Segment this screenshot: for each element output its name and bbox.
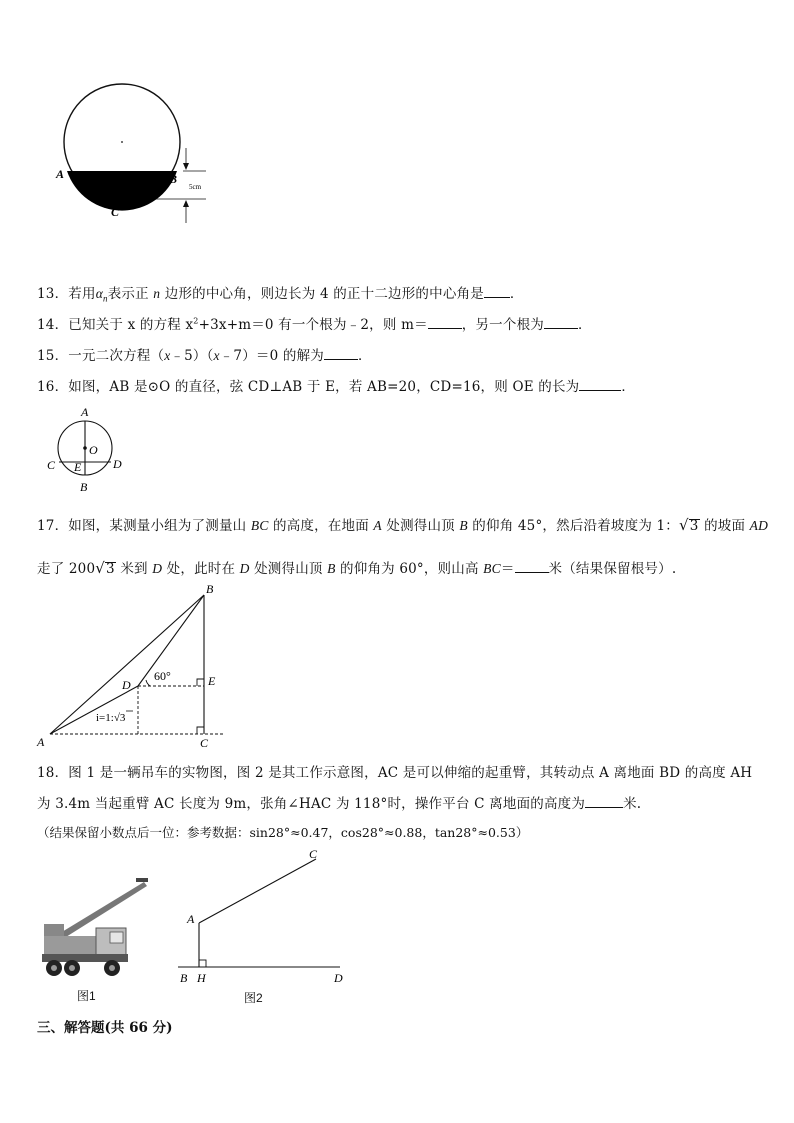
section-title: 三、解答题(共 66 分): [37, 1020, 173, 1036]
answer-blank: [428, 316, 462, 329]
svg-text:B: B: [206, 582, 214, 596]
figure-2-caption: 图2: [244, 991, 263, 1005]
svg-text:C: C: [309, 847, 318, 861]
svg-text:E: E: [208, 674, 216, 688]
circle-segment-figure: [50, 78, 220, 228]
svg-text:C: C: [47, 458, 56, 472]
svg-text:D: D: [113, 457, 122, 471]
label-c: C: [111, 205, 120, 219]
svg-text:D: D: [122, 678, 131, 692]
svg-text:D: D: [334, 971, 343, 985]
svg-text:i=1:√3: i=1:√3: [96, 712, 126, 724]
svg-text:H: H: [197, 971, 206, 985]
answer-blank: [544, 316, 578, 329]
answer-blank: [585, 795, 623, 808]
svg-text:E: E: [74, 460, 82, 474]
answer-blank: [515, 560, 549, 573]
circle-chord-figure: [44, 402, 134, 496]
svg-text:A: A: [187, 912, 195, 926]
answer-blank: [324, 347, 358, 360]
question-18-note: （结果保留小数点后一位：参考数据：sin28°≈0.47，cos28°≈0.88，tan28°≈0.53）: [37, 825, 529, 840]
question-18-line-1: 18．图 1 是一辆吊车的实物图，图 2 是其工作示意图，AC 是可以伸缩的起重臂，其转动点 A 离地面 BD 的高度 AH: [37, 765, 753, 781]
question-16: 16．如图，AB 是⊙O 的直径，弦 CD⊥AB 于 E，若 AB=20，CD=16，则 OE 的长为 ．: [37, 379, 636, 395]
question-13: 13．若用$\alpha_n$表示正 n 边形的中心角，则边长为 4 的正十二边形的中心角是 ．: [37, 286, 524, 304]
label-a: A: [56, 167, 65, 181]
svg-text:C: C: [200, 736, 209, 750]
figure-1-caption: 图1: [77, 989, 96, 1003]
question-18-line-2: 为 3.4m 当起重臂 AC 长度为 9m，张角∠HAC 为 118°时，操作平台 C 离地面的高度为 米.: [37, 796, 642, 812]
crane-truck-image: [40, 876, 152, 986]
svg-text:60°: 60°: [154, 669, 171, 683]
question-14: 14．已知关于 x 的方程 $x^2+3x+m=0$ 有一个根为﹣2，则 m＝ ，另一个根为 ．: [37, 316, 592, 333]
dimension-label: 5cm: [189, 183, 202, 191]
crane-schematic: [170, 843, 360, 988]
svg-text:A: A: [37, 735, 45, 749]
mountain-figure: [34, 582, 234, 750]
question-17-line-1: 17．如图，某测量小组为了测量山 BC 的高度，在地面 A 处测得山顶 B 的仰角 45°，然后沿着坡度为 1：√3 的坡面 AD: [37, 516, 769, 534]
question-17-line-2: 走了 200√3 米到 D 处，此时在 D 处测得山顶 B 的仰角为 60°，则山高 BC＝ 米（结果保留根号）.: [37, 559, 677, 577]
answer-blank: [484, 285, 510, 298]
svg-text:B: B: [80, 480, 88, 494]
label-b: B: [169, 172, 178, 186]
svg-text:O: O: [89, 443, 98, 457]
answer-blank: [579, 378, 621, 391]
svg-text:B: B: [180, 971, 188, 985]
svg-text:A: A: [81, 405, 89, 419]
question-15: 15．一元二次方程（x﹣5）（x﹣7）＝0 的解为 ．: [37, 348, 372, 364]
